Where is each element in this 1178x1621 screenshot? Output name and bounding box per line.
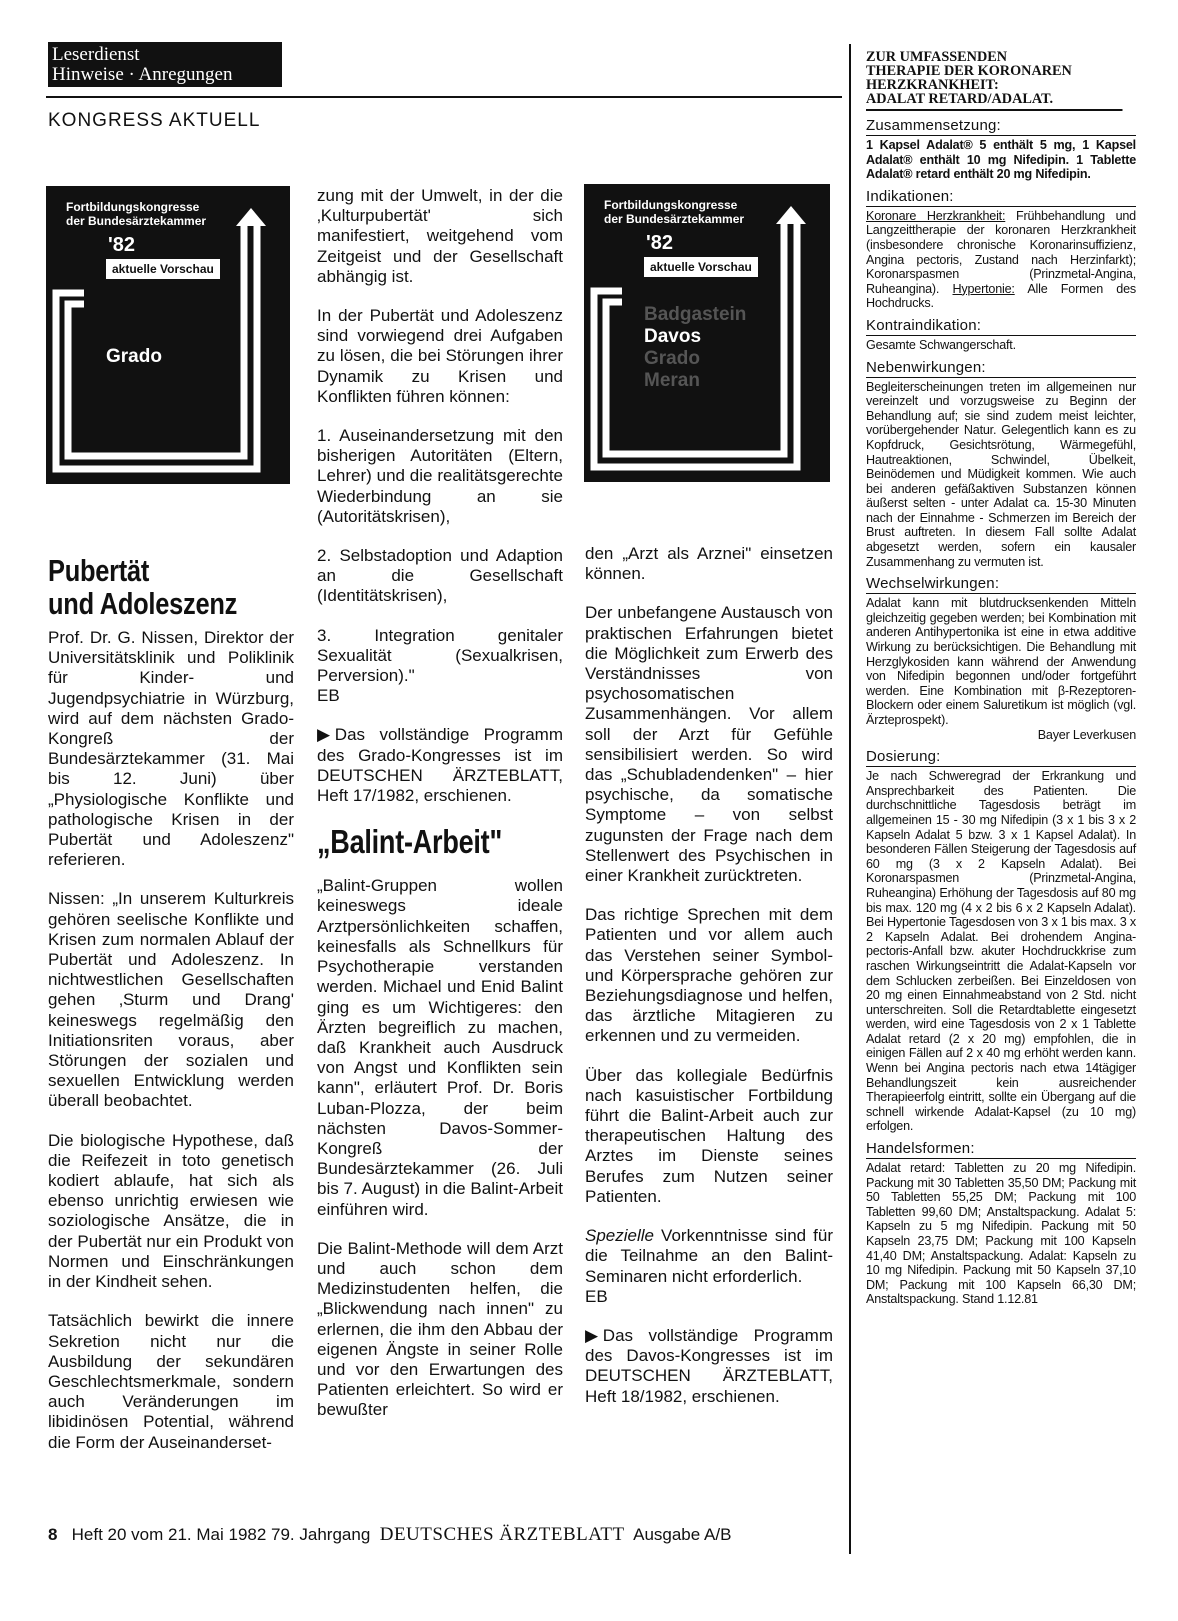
paragraph: den „Arzt als Arznei" einsetzen können. bbox=[585, 544, 833, 584]
logo-city: Badgastein bbox=[644, 304, 747, 325]
logo-year: '82 bbox=[108, 234, 136, 256]
section-body bbox=[866, 209, 1136, 311]
indication-lead: Koronare Herzkrankheit: bbox=[866, 208, 1006, 223]
section-heading: Handelsformen: bbox=[866, 1140, 1136, 1159]
logo-city: Grado bbox=[106, 346, 162, 367]
paragraph: Das richtige Sprechen mit dem Patienten und vor allem auch das Verstehen seiner Symbol- und Körpersprache gehören zur Beziehungsdiagnose und helfen, das ärztliche Mitagieren zu erkennen und zu vermeiden. bbox=[585, 905, 833, 1046]
text-column-1 bbox=[48, 628, 294, 1472]
section-heading: Wechselwirkungen: bbox=[866, 575, 1136, 594]
headline-line: Pubertät bbox=[48, 553, 150, 588]
article-headline-balint: „Balint-Arbeit" bbox=[317, 823, 503, 861]
masthead-line-2: Hinweise · Anregungen bbox=[52, 64, 233, 85]
masthead-line-1: Leserdienst bbox=[52, 44, 140, 65]
congress-logo-davos bbox=[584, 184, 830, 482]
logo-preview-bar: aktuelle Vorschau bbox=[644, 257, 758, 277]
section-masthead bbox=[48, 42, 282, 87]
paragraph: Tatsächlich bewirkt die innere Sekretion nicht nur die Ausbildung der sekundären Geschlechtsmerkmale, sondern auch Veränderungen im libidinösen Potential, während die Form der Auseinanderset- bbox=[48, 1311, 294, 1452]
logo-city-list bbox=[644, 304, 746, 392]
program-note-text: Das vollständige Programm des Grado-Kongresses ist im DEUTSCHEN ÄRZTEBLATT, Heft 17/1982, erschienen. bbox=[317, 725, 563, 806]
author-signature: EB bbox=[585, 1286, 608, 1306]
program-note bbox=[585, 1326, 833, 1407]
author-signature: EB bbox=[317, 686, 340, 706]
section-heading: Kontraindikation: bbox=[866, 317, 1136, 336]
section-heading: Indikationen: bbox=[866, 188, 1136, 207]
logo-line-2: der Bundesärztekammer bbox=[604, 212, 745, 226]
paragraph: Die Balint-Methode will dem Arzt und auch schon dem Medizinstudenten helfen, die „Blickwendung nach innen" zu erlernen, die ihm den Abbau der eigenen Ängste in seiner Rolle und vor den Erwartungen des Patienten erleichtert. So wird er bewußter bbox=[317, 1238, 563, 1420]
section-body: Adalat retard: Tabletten zu 20 mg Nifedipin. Packung mit 30 Tabletten 35,50 DM; Packung mit 50 Tabletten 55,25 DM; Packung mit 100 Tabletten 99,60 DM; Anstaltspackung. Adalat 5: Kapseln zu 5 mg Nifedipin. Packung mit 50 Kapseln 23,75 DM; Packung mit 100 Kapseln 41,40 DM; Anstaltspackung. Adalat: Kapseln zu 10 mg Nifedipin. Packung mit 50 Kapseln 37,10 DM; Packung mit 100 Kapseln 66,30 DM; Anstaltspackung. Stand 1.12.81 bbox=[866, 1161, 1136, 1307]
section-body bbox=[866, 596, 1136, 742]
logo-line-1: Fortbildungskongresse bbox=[66, 200, 200, 214]
program-note-text: Das vollständige Programm des Davos-Kongresses ist im DEUTSCHEN ÄRZTEBLATT, Heft 18/1982, erschienen. bbox=[585, 1325, 833, 1406]
section-heading: Zusammensetzung: bbox=[866, 117, 1136, 136]
page-number: 8 bbox=[48, 1525, 58, 1544]
logo-preview-bar: aktuelle Vorschau bbox=[106, 259, 220, 279]
paragraph: 2. Selbstadoption und Adaption an die Gesellschaft (Identitätskrisen), bbox=[317, 546, 563, 606]
drug-info-sidebar bbox=[866, 50, 1136, 1307]
logo-city: Davos bbox=[644, 326, 702, 347]
paragraph: Prof. Dr. G. Nissen, Direktor der Universitätsklinik und Poliklinik für Kinder- und Jugendpsychiatrie in Würzburg, wird auf dem nächsten Grado-Kongreß der Bundesärztekammer (31. Mai bis 12. Juni) über „Physiologische Konflikte und pathologische Krisen in der Pubertät und Adoleszenz" referieren. bbox=[48, 628, 294, 870]
paragraph: Nissen: „In unserem Kulturkreis gehören seelische Konflikte und Krisen zum normalen Ablauf der Pubertät und Adoleszenz. In nichtwestlichen Gesellschaften gehen ‚Sturm und Drang' keineswegs regelmäßig den Initiationsriten voraus, aber Störungen der sozialen und sexuellen Entwicklung werden überall beobachtet. bbox=[48, 889, 294, 1111]
top-rule bbox=[46, 96, 842, 98]
paragraph: zung mit der Umwelt, in der die ‚Kulturpubertät' sich manifestiert, weitgehend vom Zeitgeist und der Gesellschaft abhängig ist. bbox=[317, 186, 563, 286]
paragraph: 3. Integration genitaler Sexualität (Sexualkrisen, Perversion)." bbox=[317, 625, 563, 686]
text-column-2 bbox=[317, 186, 563, 1440]
manufacturer: Bayer Leverkusen bbox=[1037, 727, 1136, 742]
paragraph: 1. Auseinandersetzung mit den bisherigen Autoritäten (Eltern, Lehrer) und die realitätsgerechte Wiederbindung an sie (Autoritätskrisen), bbox=[317, 426, 563, 526]
indication-text: Frühbehandlung und Langzeittherapie der koronaren Herzkrankheit (insbesondere chronische Koronarinsuffizienz, Angina pectoris, Zustand nach Herzinfarkt); Koronarspasmen (Prinzmetal-Angina, Ruheangina). bbox=[866, 208, 1136, 296]
paragraph: Die biologische Hypothese, daß die Reifezeit in toto genetisch kodiert ablaufe, hat sich als ebenso unrichtig erwiesen wie soziologische Ansätze, die in der Pubertät nur ein Produkt von Normen und Einschränkungen in der Kindheit sehen. bbox=[48, 1130, 294, 1292]
logo-year: '82 bbox=[646, 232, 674, 254]
paragraph bbox=[585, 1226, 833, 1287]
headline-line: und Adoleszenz bbox=[48, 586, 238, 621]
paragraph-text: Vorkenntnisse sind für die Teilnahme an den Balint-Seminaren nicht erforderlich. bbox=[585, 1226, 833, 1286]
indication-lead: Hypertonie: bbox=[952, 281, 1015, 296]
paragraph: „Balint-Gruppen wollen keineswegs ideale Arztpersönlichkeiten schaffen, keinesfalls als Schnellkurs für Psychotherapie verstanden werden. Michael und Enid Balint ging es um Wichtigeres: den Ärzten begreiflich zu machen, daß Krankheit auch Ausdruck von Angst und Konflikten sein kann", erläutert Prof. Dr. Boris Luban-Plozza, der beim nächsten Davos-Sommer-Kongreß der Bundesärztekammer (26. Juli bis 7. August) in die Balint-Arbeit einführen wird. bbox=[317, 876, 563, 1219]
title-line: ADALAT RETARD/ADALAT. bbox=[866, 91, 1054, 107]
edition: Ausgabe A/B bbox=[633, 1525, 732, 1544]
page-footer bbox=[48, 1524, 731, 1546]
congress-logo-grado bbox=[46, 186, 290, 484]
program-note bbox=[317, 725, 563, 806]
indication-text: Alle Formen des Hochdrucks. bbox=[866, 281, 1136, 311]
logo-city: Meran bbox=[644, 370, 700, 391]
section-body: Je nach Schweregrad der Erkrankung und Ansprechbarkeit des Patienten. Die durchschnittliche Tagesdosis beträgt im allgemeinen 15 - 30 mg Nifedipin (3 x 1 bis 3 x 2 Kapseln Adalat 5 bzw. 3 x 1 Kapsel Adalat). In besonderen Fällen Steigerung der Tagesdosis auf 60 mg (3 x 2 Kapseln Adalat). Bei Koronarspasmen (Prinzmetal-Angina, Ruheangina) Erhöhung der Tagesdosis auf 80 mg bis max. 120 mg (4 x 2 bis 6 x 2 Kapseln Adalat). Bei Hypertonie Tagesdosen von 3 x 1 bis max. 3 x 2 Kapseln Adalat. Bei drohendem Angina-pectoris-Anfall bzw. akuter Hochdruckkrise zum raschen Wirkungseintritt die Adalat-Kapseln vor dem Schlucken zerbeißen. Bei Einzeldosen von 20 mg einen Einnahmeabstand von 2 Std. nicht unterschreiten. Soll die Retardtablette eingesetzt werden, wird eine Tagesdosis von 2 x 1 Tablette Adalat retard (2 x 20 mg) empfohlen, die in einigen Fällen auf 2 x 40 mg erhöht werden kann. Wenn bei Angina pectoris nach etwa 14tägiger Behandlungszeit kein ausreichender Therapieerfolg eintritt, sollte ein Übergang auf die schnell wirkende Adalat-Kapsel (zu 10 mg) erfolgen. bbox=[866, 769, 1136, 1134]
column-divider bbox=[849, 44, 851, 1554]
arrow-frame-icon bbox=[46, 186, 290, 484]
paragraph: Der unbefangene Austausch von praktischen Erfahrungen bietet die Möglichkeit zum Erwerb des Verständnisses von psychosomatischen Zusammenhängen. Vor allem soll der Arzt für Gefühle sensibilisiert werden. So wird das „Schubladendenken" – hier psychische, da somatische Symptome – von selbst zugunsten der Frage nach dem Stellenwert des Psychischen in einer Krankheit zurücktreten. bbox=[585, 603, 833, 886]
section-heading: Dosierung: bbox=[866, 748, 1136, 767]
section-heading: Nebenwirkungen: bbox=[866, 359, 1136, 378]
logo-line-2: der Bundesärztekammer bbox=[66, 214, 207, 228]
triangle-bullet-icon: ▶ bbox=[317, 725, 335, 745]
section-text: Adalat kann mit blutdrucksenkenden Mitteln gleichzeitig gegeben werden; bei Kombination mit anderen Antihypertonika ist eine in etwa additive Wirkung zu berücksichtigen. Die Behandlung mit Herzglykosiden kann während der Anwendung von Nifedipin begonnen und/oder fortgeführt werden. Eine Kombination mit β-Rezeptoren-Blockern oder einem Saluretikum ist möglich (vgl. Ärzteprospekt). bbox=[866, 596, 1136, 727]
section-body: Begleiterscheinungen treten im allgemeinen nur vereinzelt und vorzugsweise zu Beginn der Behandlung auf; sie sind zudem meist leichter, vorübergehender Natur. Gelegentlich kann es zu Kopfdruck, Gesichtsrötung, Wärmegefühl, Hautreaktionen, Schwindel, Übelkeit, Beinödemen und Müdigkeit kommen. Wie auch bei anderen gefäßaktiven Substanzen können äußerst selten - unter Adalat ca. 15-30 Minuten nach der Einnahme - Schmerzen im Bereich der Brust auftreten. In diesem Fall sollte Adalat abgesetzt werden, sofern ein kausaler Zusammenhang zu vermuten ist. bbox=[866, 379, 1136, 569]
section-body: 1 Kapsel Adalat® 5 enthält 5 mg, 1 Kapsel Adalat® enthält 10 mg Nifedipin. 1 Tablette Adalat® retard enthält 20 mg Nifedipin. bbox=[866, 138, 1136, 182]
section-label: KONGRESS AKTUELL bbox=[48, 110, 261, 131]
logo-line-1: Fortbildungskongresse bbox=[604, 198, 738, 212]
italic-word: Spezielle bbox=[585, 1226, 654, 1246]
journal-name: DEUTSCHES ÄRZTEBLATT bbox=[379, 1524, 625, 1545]
issue-info: Heft 20 vom 21. Mai 1982 79. Jahrgang bbox=[71, 1525, 371, 1544]
paragraph: Über das kollegiale Bedürfnis nach kasuistischer Fortbildung führt die Balint-Arbeit auch zur therapeutischen Haltung des Arztes im Dienste seines Berufes zum Nutzen seiner Patienten. bbox=[585, 1065, 833, 1206]
title-line: HERZKRANKHEIT: bbox=[866, 77, 999, 93]
logo-city: Grado bbox=[644, 348, 700, 369]
article-headline-puberty bbox=[48, 554, 237, 620]
paragraph: In der Pubertät und Adoleszenz sind vorwiegend drei Aufgaben zu lösen, die bei Störungen ihrer Dynamik zu Krisen und Konflikten führen können: bbox=[317, 306, 563, 406]
section-body: Gesamte Schwangerschaft. bbox=[866, 337, 1016, 352]
sidebar-title bbox=[866, 50, 1123, 111]
triangle-bullet-icon: ▶ bbox=[585, 1325, 603, 1345]
title-line: ZUR UMFASSENDEN bbox=[866, 49, 1008, 65]
text-column-3 bbox=[585, 544, 833, 1426]
title-line: THERAPIE DER KORONAREN bbox=[866, 63, 1072, 79]
